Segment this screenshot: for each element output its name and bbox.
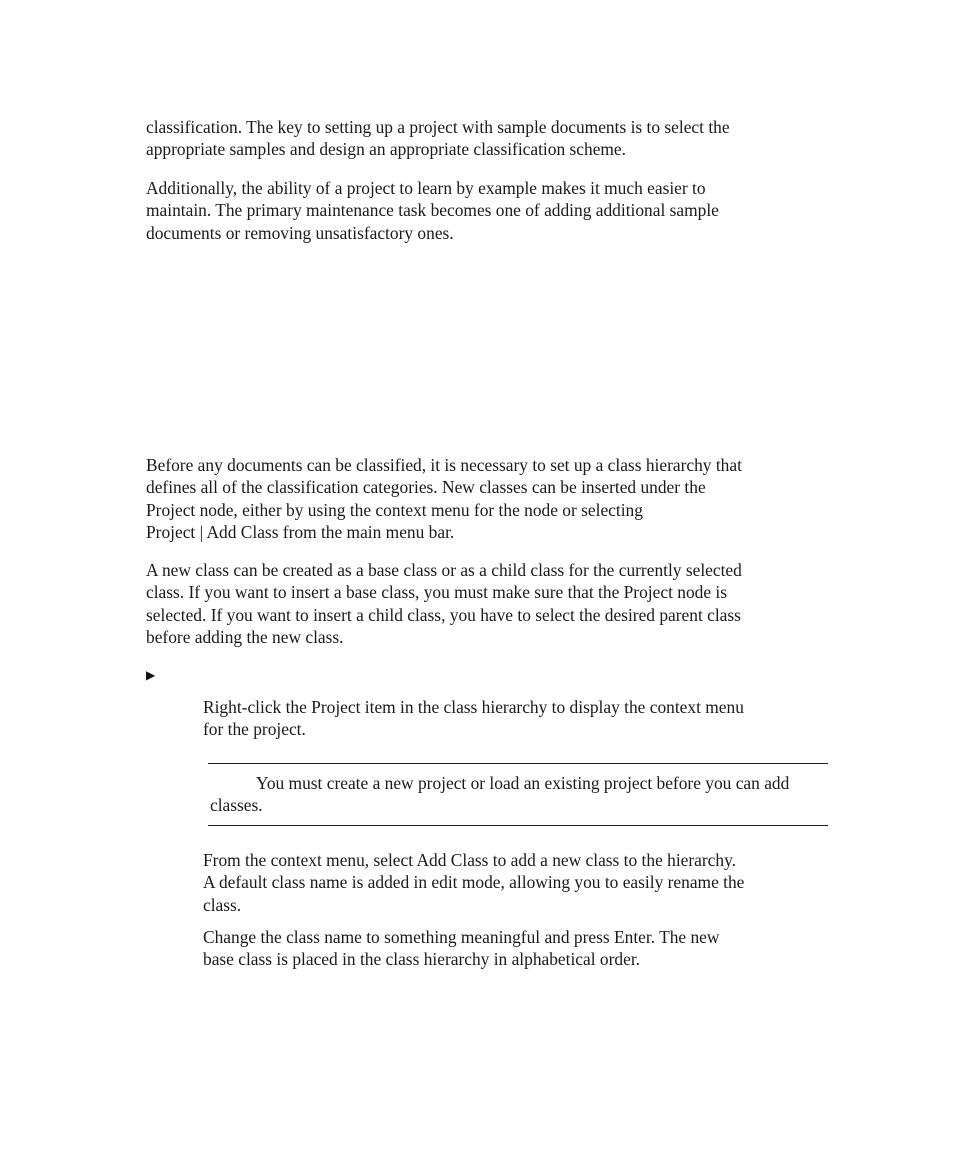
section-paragraph-1: Before any documents can be classified, it is necessary to set up a class hierarchy that defines all of the classification categories. New classes can be inserted under the Project node, either by using the context menu for the node or selecting Project | Add Class from the main menu bar. [146,455,742,542]
procedure-triangle-icon: ▶ [146,668,156,682]
intro-paragraph-1: classification. The key to setting up a project with sample documents is to select the appropriate samples and design an appropriate classification scheme. [146,117,730,160]
procedure-step-2: From the context menu, select Add Class to add a new class to the hierarchy. A default class name is added in edit mode, allowing you to easily rename the class. [203,850,745,915]
procedure-step-1: Right-click the Project item in the class hierarchy to display the context menu for the project. [203,697,744,740]
intro-paragraph-2: Additionally, the ability of a project to learn by example makes it much easier to maintain. The primary maintenance task becomes one of adding additional sample documents or removing unsatisfactory ones. [146,178,719,243]
procedure-step-3: Change the class name to something meaningful and press Enter. The new base class is placed in the class hierarchy in alphabetical order. [203,927,720,970]
section-paragraph-2: A new class can be created as a base class or as a child class for the currently selected class. If you want to insert a base class, you must make sure that the Project node is selected. If you want to insert a child class, you have to select the desired parent class before adding the new class. [146,560,742,647]
note-box [208,763,828,826]
note-text: You must create a new project or load an existing project before you can add classes. [210,773,790,816]
